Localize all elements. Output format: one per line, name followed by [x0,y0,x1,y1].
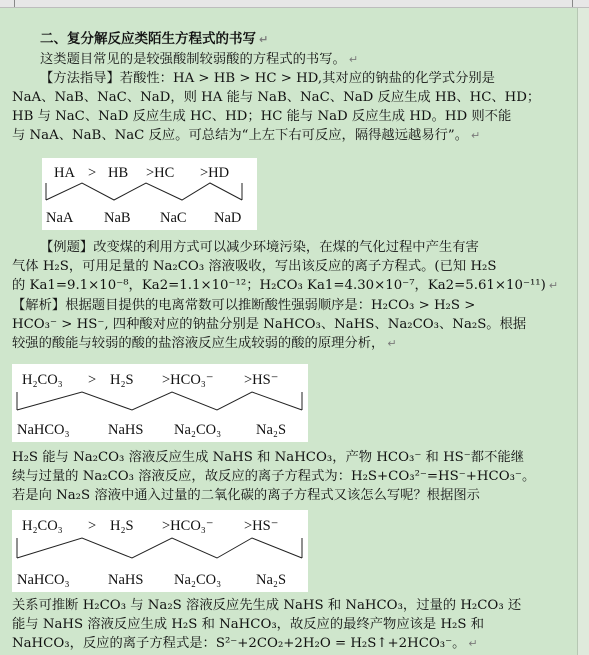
d2-acid-3: >HS⁻ [244,372,279,388]
d2-salt-0: NaHCO₃ [17,422,70,438]
d2-zigzag-lines [17,392,302,410]
acidity-diagram-3 [12,510,308,592]
para3-line-3: 若是向 Na₂S 溶液中通入过量的二氧化碳的离子方程式又该怎么写呢？根据图示 [12,488,480,503]
analysis-line-1: 【解析】根据题目提供的电离常数可以推断酸性强弱顺序是：H₂CO₃ > H₂S > [12,298,476,313]
method-line-4: 与 NaA、NaB、NaC 反应。可总结为“上左下右可反应，隔得越远越易行”。 ↵ [12,128,481,143]
d3-gt-0: > [88,518,97,534]
d1-zigzag-lines [46,183,242,200]
paragraph-mark-icon: ↵ [471,129,481,142]
d3-zigzag-lines [17,538,302,558]
margin-marker-left [14,0,15,7]
analysis-line-3: 较强的酸能与较弱的酸的盐溶液反应生成较弱的酸的原理分析， ↵ [12,336,397,351]
d1-salt-0: NaA [46,210,74,226]
d3-acid-2: >HCO₃⁻ [162,518,214,534]
document-page [0,8,576,655]
d2-salt-1: NaHS [108,422,144,438]
paragraph-mark-icon: ↵ [548,279,559,292]
d1-salt-3: NaD [214,210,242,226]
paragraph-mark-icon: ↵ [348,53,359,66]
acidity-diagram-2 [12,364,308,442]
section-heading: 二、复分解反应类陌生方程式的书写 ↵ [40,31,269,47]
method-line-3: HB 与 NaC、NaD 反应生成 HC、HD；HC 能与 NaD 反应生成 HD。HD 则不能 [12,109,512,124]
d2-acid-0: H₂CO₃ [22,372,63,388]
d2-gt-0: > [88,372,97,388]
d1-acid-1: HB [108,165,129,181]
d3-acid-0: H₂CO₃ [22,518,63,534]
d1-acid-0: HA [54,165,75,181]
para3-line-1: H₂S 能与 Na₂CO₃ 溶液反应生成 NaHS 和 NaHCO₃，产物 HCO₃⁻ 和 HS⁻都不能继 [12,450,524,465]
example-line-3: 的 Ka1=9.1×10⁻⁸，Ka2=1.1×10⁻¹²；H₂CO₃ Ka1=4.30×10⁻⁷，Ka2=5.61×10⁻¹¹) ↵ [12,278,559,293]
d1-acid-3: >HD [200,165,230,181]
d3-salt-2: Na₂CO₃ [174,572,222,588]
paragraph-mark-icon: ↵ [387,337,397,350]
ruler-bar [0,0,589,8]
vertical-scrollbar[interactable] [577,8,589,655]
d1-salt-1: NaB [104,210,131,226]
para4-line-1: 关系可推断 H₂CO₃ 与 Na₂S 溶液反应先生成 NaHS 和 NaHCO₃，过量的 H₂CO₃ 还 [12,598,522,613]
acidity-diagram-1 [42,158,257,230]
method-line-1: 【方法指导】若酸性：HA > HB > HC > HD,其对应的钠盐的化学式分别是 [40,71,495,86]
d2-acid-2: >HCO₃⁻ [162,372,214,388]
d1-salt-2: NaC [160,210,187,226]
d3-salt-0: NaHCO₃ [17,572,70,588]
d3-acid-1: H₂S [110,518,134,534]
example-line-2: 气体 H₂S，可用足量的 Na₂CO₃ 溶液吸收，写出该反应的离子方程式。(已知 H₂S [12,259,497,274]
para4-line-2: 能与 NaHS 溶液反应生成 H₂S 和 NaHCO₃，故反应的最终产物应该是 H₂S 和 [12,617,485,632]
d2-acid-1: H₂S [110,372,134,388]
d1-acid-2: >HC [146,165,175,181]
analysis-line-2: HCO₃⁻ > HS⁻, 四种酸对应的钠盐分别是 NaHCO₃、NaHS、Na₂CO₃、Na₂S。根据 [12,317,527,332]
para4-line-3: NaHCO₃，反应的离子方程式是：S²⁻+2CO₂+2H₂O = H₂S↑+2HCO₃⁻。 ↵ [12,636,478,651]
margin-marker-right [572,0,573,7]
paragraph-mark-icon: ↵ [468,637,478,650]
paragraph-mark-icon: ↵ [259,33,269,46]
d3-salt-3: Na₂S [256,572,287,588]
d1-gt-0: > [88,165,97,181]
d3-acid-3: >HS⁻ [244,518,279,534]
method-line-2: NaA、NaB、NaC、NaD，则 HA 能与 NaB、NaC、NaD 反应生成 HB、HC、HD； [12,90,541,105]
example-line-1: 【例题】改变煤的利用方式可以减少环境污染，在煤的气化过程中产生有害 [40,240,479,255]
d2-salt-3: Na₂S [256,422,287,438]
intro-text: 这类题目常见的是较强酸制较弱酸的方程式的书写。 ↵ [40,52,359,67]
example-tag: 【例题】 [40,240,94,255]
d3-salt-1: NaHS [108,572,144,588]
para3-line-2: 续与过量的 Na₂CO₃ 溶液反应，故反应的离子方程式为：H₂S+CO₃²⁻=HS⁻+HCO₃⁻。 [12,469,536,484]
d2-salt-2: Na₂CO₃ [174,422,222,438]
method-tag: 【方法指导】 [40,71,120,86]
analysis-tag: 【解析】 [12,298,66,313]
